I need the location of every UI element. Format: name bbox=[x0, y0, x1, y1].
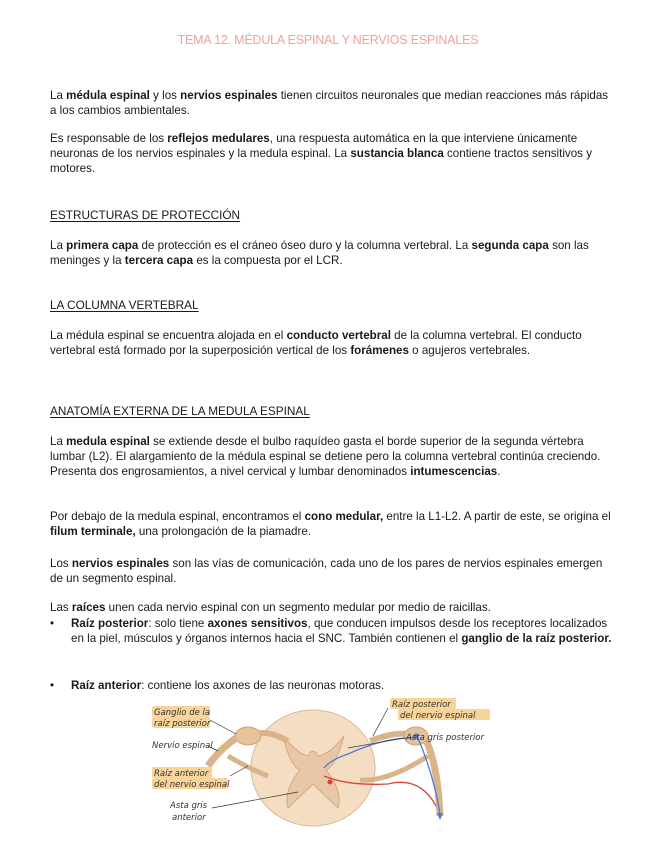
paragraph-raices: Las raíces unen cada nervio espinal con un segmento medular por medio de raicillas. bbox=[50, 601, 491, 614]
paragraph-capas: La primera capa de protección es el cráneo óseo duro y la columna vertebral. La segunda capa son las meninges y la tercera capa es la compuesta por el LCR. bbox=[50, 239, 589, 267]
arrow-icon bbox=[437, 813, 443, 820]
label-raiz-anterior-2: del nervio espinal bbox=[154, 780, 230, 790]
paragraph-medula: La medula espinal se extiende desde el bulbo raquídeo gasta el borde superior de la segunda vértebra lumbar (L2). El alargamiento de la médula espinal se detiene pero la columna vertebral continúa creciendo. Presenta dos engrosamientos, a nivel cervical y lumbar denominados intumescencias. bbox=[50, 435, 601, 478]
label-raiz-posterior-2: del nervio espinal bbox=[400, 711, 476, 721]
leader-line bbox=[230, 766, 248, 776]
paragraph-intro: La médula espinal y los nervios espinales tienen circuitos neuronales que median reacciones más rápidas a los cambios ambientales. bbox=[50, 89, 609, 117]
label-raiz-anterior: Raíz anterior bbox=[154, 769, 209, 779]
leader-line bbox=[210, 720, 236, 734]
paragraph-nervios: Los nervios espinales son las vías de comunicación, cada uno de los pares de nervios espinales emergen de un segmento espinal. bbox=[50, 557, 603, 585]
bullet-symbol: • bbox=[50, 679, 55, 692]
page-title: TEMA 12. MÉDULA ESPINAL Y NERVIOS ESPINALES bbox=[177, 33, 479, 47]
spinal-cord-diagram bbox=[148, 696, 508, 836]
label-asta-anterior: Asta gris bbox=[170, 801, 208, 811]
heading-anatomia: ANATOMÍA EXTERNA DE LA MEDULA ESPINAL bbox=[50, 404, 310, 418]
paragraph-reflejos: Es responsable de los reflejos medulares, una respuesta automática en la que interviene únicamente neuronas de los nervios espinales y la medula espinal. La sustancia blanca contiene tractos sensitivos y motores. bbox=[50, 132, 592, 175]
label-ganglio-2: raíz posterior bbox=[154, 719, 211, 729]
heading-estructuras: ESTRUCTURAS DE PROTECCIÓN bbox=[50, 208, 241, 222]
leader-line bbox=[373, 708, 388, 736]
label-raiz-posterior: Raíz posterior bbox=[392, 700, 451, 710]
left-ganglion bbox=[235, 727, 261, 745]
label-ganglio: Ganglio de la bbox=[154, 708, 211, 718]
bullet-symbol: • bbox=[50, 617, 55, 630]
label-nervio: Nervio espinal bbox=[152, 741, 213, 751]
label-asta-posterior: Asta gris posterior bbox=[406, 733, 485, 743]
label-asta-anterior-2: anterior bbox=[172, 813, 206, 823]
paragraph-conducto: La médula espinal se encuentra alojada en el conducto vertebral de la columna vertebral. El conducto vertebral está formado por la superposición vertical de los forámenes o agujeros vertebrales. bbox=[50, 329, 582, 357]
motor-neuron-body bbox=[328, 780, 333, 785]
paragraph-cono: Por debajo de la medula espinal, encontramos el cono medular, entre la L1-L2. A partir de este, se origina el filum terminale, una prolongación de la piamadre. bbox=[50, 510, 611, 538]
list-item-text: Raíz anterior: contiene los axones de las neuronas motoras. bbox=[71, 679, 385, 692]
list-item-text: Raíz posterior: solo tiene axones sensitivos, que conducen impulsos desde los receptores localizados en la piel, músculos y órganos internos hacia el SNC. También contienen el ganglio de la raíz posterior. bbox=[71, 617, 612, 645]
heading-columna: LA COLUMNA VERTEBRAL bbox=[50, 298, 199, 312]
